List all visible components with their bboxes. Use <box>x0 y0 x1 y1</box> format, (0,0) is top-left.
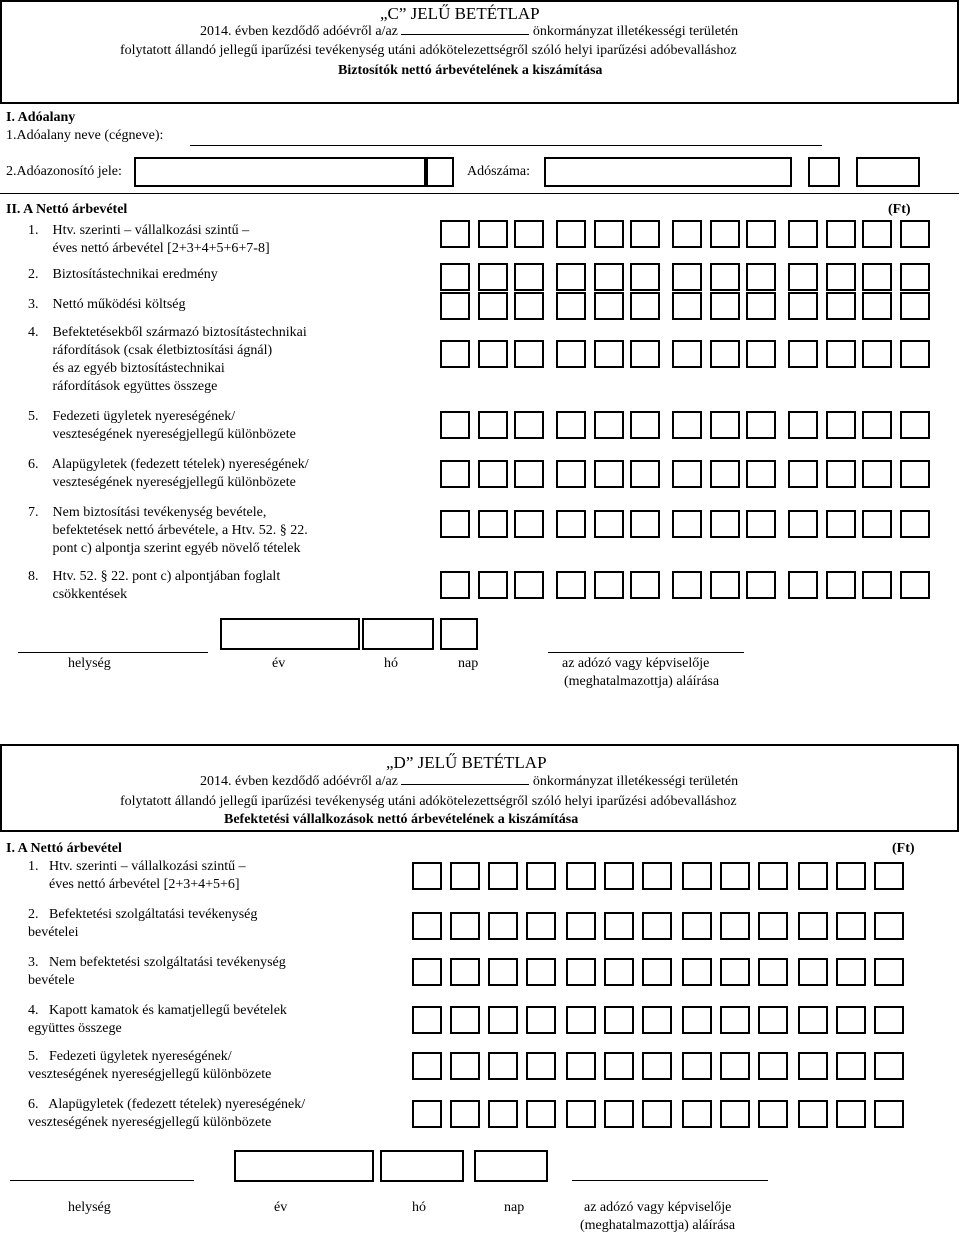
sheet-d-intro-line2: folytatott állandó jellegű iparűzési tevékenység utáni adókötelezettségről szóló helyi iparűzési adóbevalláshoz <box>120 794 737 809</box>
sheet-d-amount-digit-box[interactable] <box>566 1100 596 1128</box>
sheet-c-title: „C” JELŰ BETÉTLAP <box>380 4 540 23</box>
sheet-c-amount-digit-box[interactable] <box>594 340 624 368</box>
sheet-d-amount-digit-box[interactable] <box>604 1006 634 1034</box>
sheet-d-item-label-5 <box>28 1048 271 1084</box>
sheet-c-amount-digit-box[interactable] <box>556 411 586 439</box>
sheet-d-amount-digit-box[interactable] <box>450 862 480 890</box>
sheet-d-amount-digit-box[interactable] <box>720 862 750 890</box>
taxid-box[interactable] <box>424 157 454 187</box>
sheet-d-amount-digit-box[interactable] <box>412 1006 442 1034</box>
sheet-c-amount-digit-box[interactable] <box>672 263 702 291</box>
sheet-c-item-line: 8. Htv. 52. § 22. pont c) alpontjában foglalt <box>28 569 281 584</box>
sheet-c-year-label: év <box>272 656 286 671</box>
sheet-c-subtitle: Biztosítók nettó árbevételének a kiszámítása <box>338 63 603 78</box>
sheet-c-amount-digit-box[interactable] <box>900 510 930 538</box>
sheet-d-header-rule <box>0 830 959 832</box>
sheet-c-amount-digit-box[interactable] <box>900 571 930 599</box>
sheet-d-amount-digit-box[interactable] <box>682 1006 712 1034</box>
date-digit-box[interactable] <box>474 1150 548 1182</box>
sheet-c-item-label-6 <box>28 456 309 492</box>
sheet-c-amount-digit-box[interactable] <box>862 411 892 439</box>
sheet-c-amount-digit-box[interactable] <box>672 411 702 439</box>
sheet-c-item-line: és az egyéb biztosítástechnikai <box>28 361 225 376</box>
sheet-c-item-label-5 <box>28 408 296 444</box>
sheet-d-amount-digit-box[interactable] <box>720 912 750 940</box>
sheet-d-amount-digit-box[interactable] <box>836 1100 866 1128</box>
sheet-c-left-border <box>0 0 2 102</box>
sheet-d-title: „D” JELŰ BETÉTLAP <box>386 753 547 772</box>
sheet-d-amount-digit-box[interactable] <box>758 958 788 986</box>
sheet-d-signer-line2: (meghatalmazottja) aláírása <box>580 1218 736 1233</box>
sheet-d-amount-digit-box[interactable] <box>874 862 904 890</box>
sheet-d-amount-digit-box[interactable] <box>604 862 634 890</box>
sheet-c-signer-line1: az adózó vagy képviselője <box>562 656 710 671</box>
sheet-c-amount-digit-box[interactable] <box>440 460 470 488</box>
sheet-d-amount-digit-box[interactable] <box>874 1006 904 1034</box>
sheet-d-item-line: 1. Htv. szerinti – vállalkozási szintű – <box>28 859 246 874</box>
sheet-c-amount-digit-box[interactable] <box>788 571 818 599</box>
sheet-d-place-line[interactable] <box>10 1180 194 1181</box>
sheet-d-amount-digit-box[interactable] <box>526 1100 556 1128</box>
sheet-d-item-line: bevétele <box>28 973 75 988</box>
sheet-d-amount-digit-box[interactable] <box>566 958 596 986</box>
sheet-c-item-label-8 <box>28 568 280 604</box>
sheet-c-right-border <box>957 0 959 102</box>
sheet-c-day-label: nap <box>458 656 479 671</box>
sheet-c-amount-digit-box[interactable] <box>746 292 776 320</box>
sheet-d-item-line: veszteségének nyereségjellegű különbözete <box>28 1067 272 1082</box>
sheet-c-item-label-1 <box>28 222 270 258</box>
sheet-d-item-line: 6. Alapügyletek (fedezett tételek) nyereségének/ <box>28 1097 306 1112</box>
sheet-c-amount-digit-box[interactable] <box>826 263 856 291</box>
sheet-d-section-1-title: I. A Nettó árbevétel <box>6 841 122 856</box>
sheet-d-amount-digit-box[interactable] <box>488 912 518 940</box>
sheet-d-amount-digit-box[interactable] <box>412 958 442 986</box>
sheet-d-amount-digit-box[interactable] <box>682 958 712 986</box>
sheet-d-item-label-3 <box>28 954 286 990</box>
sheet-d-amount-digit-box[interactable] <box>566 912 596 940</box>
sheet-c-item-line: befektetések nettó árbevétele, a Htv. 52. § 22. <box>28 523 308 538</box>
sheet-c-amount-digit-box[interactable] <box>710 220 740 248</box>
sheet-c-amount-digit-box[interactable] <box>746 340 776 368</box>
sheet-d-amount-digit-box[interactable] <box>874 912 904 940</box>
sheet-c-amount-digit-box[interactable] <box>826 411 856 439</box>
sheet-d-amount-digit-box[interactable] <box>682 912 712 940</box>
sheet-c-taxnumber-label: Adószáma: <box>467 164 530 179</box>
sheet-c-item-line: 5. Fedezeti ügyletek nyereségének/ <box>28 409 236 424</box>
sheet-d-amount-digit-box[interactable] <box>526 1006 556 1034</box>
sheet-c-item-line: éves nettó árbevétel [2+3+4+5+6+7-8] <box>28 241 270 256</box>
sheet-d-day-label: nap <box>504 1200 525 1215</box>
sheet-c-amount-digit-box[interactable] <box>630 220 660 248</box>
sheet-c-amount-digit-box[interactable] <box>630 411 660 439</box>
sheet-c-signature-line[interactable] <box>548 652 744 653</box>
sheet-c-amount-digit-box[interactable] <box>862 571 892 599</box>
sheet-c-intro <box>200 24 738 40</box>
sheet-c-amount-digit-box[interactable] <box>710 263 740 291</box>
sheet-c-amount-digit-box[interactable] <box>556 571 586 599</box>
sheet-d-signature-line[interactable] <box>572 1180 768 1181</box>
sheet-d-amount-digit-box[interactable] <box>450 1006 480 1034</box>
sheet-c-amount-digit-box[interactable] <box>630 292 660 320</box>
sheet-c-amount-digit-box[interactable] <box>710 340 740 368</box>
sheet-d-item-line: 2. Befektetési szolgáltatási tevékenység <box>28 907 258 922</box>
sheet-c-amount-digit-box[interactable] <box>594 411 624 439</box>
sheet-d-amount-digit-box[interactable] <box>412 1100 442 1128</box>
sheet-c-amount-digit-box[interactable] <box>900 460 930 488</box>
sheet-c-amount-digit-box[interactable] <box>478 460 508 488</box>
sheet-d-amount-digit-box[interactable] <box>642 1100 672 1128</box>
sheet-c-amount-digit-box[interactable] <box>478 340 508 368</box>
sheet-c-unit: (Ft) <box>888 202 911 217</box>
sheet-d-intro-right: önkormányzat illetékességi területén <box>532 774 739 789</box>
sheet-c-amount-digit-box[interactable] <box>826 292 856 320</box>
sheet-d-amount-digit-box[interactable] <box>604 912 634 940</box>
sheet-c-amount-digit-box[interactable] <box>788 411 818 439</box>
sheet-c-amount-digit-box[interactable] <box>900 220 930 248</box>
sheet-c-name-label: 1.Adóalany neve (cégneve): <box>6 128 164 143</box>
sheet-c-amount-digit-box[interactable] <box>788 340 818 368</box>
sheet-c-amount-digit-box[interactable] <box>672 292 702 320</box>
sheet-c-section-1-title: I. Adóalany <box>6 110 76 125</box>
sheet-d-item-line: együttes összege <box>28 1021 122 1036</box>
sheet-d-amount-digit-box[interactable] <box>798 958 828 986</box>
sheet-c-amount-digit-box[interactable] <box>514 411 544 439</box>
sheet-c-amount-digit-box[interactable] <box>440 220 470 248</box>
sheet-c-amount-digit-box[interactable] <box>710 460 740 488</box>
sheet-c-amount-digit-box[interactable] <box>746 220 776 248</box>
sheet-c-item-label-3 <box>28 296 186 314</box>
sheet-c-amount-digit-box[interactable] <box>788 510 818 538</box>
sheet-d-item-line: 3. Nem befektetési szolgáltatási tevékenység <box>28 955 286 970</box>
sheet-d-item-label-2 <box>28 906 257 942</box>
sheet-c-item-line: pont c) alpontja szerint egyéb növelő tételek <box>28 541 301 556</box>
sheet-c-amount-digit-box[interactable] <box>478 292 508 320</box>
sheet-d-municipality-field[interactable] <box>401 784 529 785</box>
sheet-d-amount-digit-box[interactable] <box>720 1006 750 1034</box>
sheet-d-year-label: év <box>274 1200 288 1215</box>
sheet-d-amount-digit-box[interactable] <box>642 862 672 890</box>
sheet-d-amount-digit-box[interactable] <box>488 1006 518 1034</box>
sheet-c-amount-digit-box[interactable] <box>900 340 930 368</box>
sheet-d-amount-digit-box[interactable] <box>488 958 518 986</box>
sheet-d-amount-digit-box[interactable] <box>758 912 788 940</box>
taxnumber-box[interactable] <box>544 157 792 187</box>
sheet-c-amount-digit-box[interactable] <box>556 292 586 320</box>
sheet-c-name-field[interactable] <box>190 145 822 146</box>
sheet-c-amount-digit-box[interactable] <box>630 460 660 488</box>
sheet-c-amount-digit-box[interactable] <box>556 340 586 368</box>
sheet-d-amount-digit-box[interactable] <box>642 958 672 986</box>
sheet-c-header-rule <box>0 102 959 104</box>
date-digit-box[interactable] <box>234 1150 374 1182</box>
sheet-d-amount-digit-box[interactable] <box>566 1052 596 1080</box>
sheet-d-amount-digit-box[interactable] <box>682 1100 712 1128</box>
sheet-d-amount-digit-box[interactable] <box>758 1006 788 1034</box>
sheet-d-amount-digit-box[interactable] <box>758 1052 788 1080</box>
sheet-d-amount-digit-box[interactable] <box>642 912 672 940</box>
sheet-c-intro-right: önkormányzat illetékességi területén <box>532 24 739 39</box>
sheet-d-amount-digit-box[interactable] <box>642 1052 672 1080</box>
sheet-d-top-border <box>0 744 959 746</box>
sheet-d-intro <box>200 774 738 790</box>
sheet-d-amount-digit-box[interactable] <box>450 1052 480 1080</box>
date-digit-box[interactable] <box>440 618 478 650</box>
sheet-c-intro-line2: folytatott állandó jellegű iparűzési tevékenység utáni adókötelezettségről szóló helyi iparűzési adóbevalláshoz <box>120 43 737 58</box>
sheet-c-amount-digit-box[interactable] <box>594 292 624 320</box>
sheet-c-amount-digit-box[interactable] <box>594 460 624 488</box>
sheet-c-amount-digit-box[interactable] <box>630 510 660 538</box>
sheet-c-amount-digit-box[interactable] <box>788 263 818 291</box>
sheet-c-amount-digit-box[interactable] <box>788 292 818 320</box>
sheet-c-amount-digit-box[interactable] <box>478 510 508 538</box>
sheet-c-amount-digit-box[interactable] <box>900 411 930 439</box>
sheet-c-municipality-field[interactable] <box>401 34 529 35</box>
sheet-c-item-label-7 <box>28 504 308 558</box>
date-digit-box[interactable] <box>380 1150 464 1182</box>
sheet-d-amount-digit-box[interactable] <box>488 1100 518 1128</box>
sheet-d-signer-line1: az adózó vagy képviselője <box>584 1200 732 1215</box>
sheet-d-amount-digit-box[interactable] <box>450 1100 480 1128</box>
sheet-c-amount-digit-box[interactable] <box>710 411 740 439</box>
sheet-c-place-line[interactable] <box>18 652 208 653</box>
sheet-c-amount-digit-box[interactable] <box>440 411 470 439</box>
sheet-c-amount-digit-box[interactable] <box>556 460 586 488</box>
sheet-d-amount-digit-box[interactable] <box>682 862 712 890</box>
sheet-d-intro-left: 2014. évben kezdődő adóévről a/az <box>200 774 398 789</box>
sheet-c-amount-digit-box[interactable] <box>788 460 818 488</box>
sheet-d-amount-digit-box[interactable] <box>836 1006 866 1034</box>
sheet-c-amount-digit-box[interactable] <box>862 263 892 291</box>
sheet-c-amount-digit-box[interactable] <box>514 292 544 320</box>
sheet-c-amount-digit-box[interactable] <box>514 460 544 488</box>
sheet-d-left-border <box>0 744 2 830</box>
sheet-d-amount-digit-box[interactable] <box>874 1052 904 1080</box>
taxnumber-box[interactable] <box>856 157 920 187</box>
sheet-c-amount-digit-box[interactable] <box>710 292 740 320</box>
sheet-d-amount-digit-box[interactable] <box>604 958 634 986</box>
sheet-c-amount-digit-box[interactable] <box>478 411 508 439</box>
sheet-c-amount-digit-box[interactable] <box>630 340 660 368</box>
sheet-d-item-line: 5. Fedezeti ügyletek nyereségének/ <box>28 1049 232 1064</box>
sheet-d-amount-digit-box[interactable] <box>488 1052 518 1080</box>
sheet-c-amount-digit-box[interactable] <box>826 571 856 599</box>
sheet-d-item-line: bevételei <box>28 925 79 940</box>
sheet-c-item-line: 6. Alapügyletek (fedezett tételek) nyereségének/ <box>28 457 309 472</box>
sheet-c-amount-digit-box[interactable] <box>594 510 624 538</box>
sheet-d-amount-digit-box[interactable] <box>682 1052 712 1080</box>
sheet-d-amount-digit-box[interactable] <box>412 912 442 940</box>
sheet-c-amount-digit-box[interactable] <box>630 263 660 291</box>
taxnumber-box[interactable] <box>808 157 840 187</box>
sheet-d-amount-digit-box[interactable] <box>642 1006 672 1034</box>
sheet-c-amount-digit-box[interactable] <box>746 510 776 538</box>
sheet-c-amount-digit-box[interactable] <box>672 460 702 488</box>
sheet-d-unit: (Ft) <box>892 841 915 856</box>
sheet-d-amount-digit-box[interactable] <box>836 862 866 890</box>
sheet-d-amount-digit-box[interactable] <box>488 862 518 890</box>
sheet-d-amount-digit-box[interactable] <box>526 912 556 940</box>
sheet-c-amount-digit-box[interactable] <box>440 263 470 291</box>
sheet-c-item-line: csökkentések <box>28 587 128 602</box>
sheet-c-item-line: 2. Biztosítástechnikai eredmény <box>28 267 218 282</box>
sheet-d-item-line: veszteségének nyereségjellegű különbözete <box>28 1115 272 1130</box>
sheet-c-amount-digit-box[interactable] <box>710 571 740 599</box>
sheet-c-item-line: veszteségének nyereségjellegű különbözete <box>28 475 296 490</box>
sheet-c-amount-digit-box[interactable] <box>862 220 892 248</box>
sheet-d-amount-digit-box[interactable] <box>798 912 828 940</box>
sheet-d-amount-digit-box[interactable] <box>566 862 596 890</box>
sheet-c-amount-digit-box[interactable] <box>594 571 624 599</box>
sheet-d-amount-digit-box[interactable] <box>836 912 866 940</box>
sheet-c-item-line: 4. Befektetésekből származó biztosítástechnikai <box>28 325 307 340</box>
sheet-c-amount-digit-box[interactable] <box>440 292 470 320</box>
sheet-c-frame <box>0 0 958 2</box>
sheet-c-amount-digit-box[interactable] <box>826 460 856 488</box>
sheet-c-amount-digit-box[interactable] <box>746 411 776 439</box>
sheet-c-section-rule <box>0 193 959 194</box>
sheet-c-amount-digit-box[interactable] <box>514 340 544 368</box>
sheet-c-item-line: 1. Htv. szerinti – vállalkozási szintű – <box>28 223 250 238</box>
sheet-d-amount-digit-box[interactable] <box>526 1052 556 1080</box>
sheet-c-amount-digit-box[interactable] <box>826 340 856 368</box>
sheet-d-amount-digit-box[interactable] <box>412 1052 442 1080</box>
sheet-d-amount-digit-box[interactable] <box>758 1100 788 1128</box>
sheet-c-section-2-title: II. A Nettó árbevétel <box>6 202 128 217</box>
sheet-d-amount-digit-box[interactable] <box>526 862 556 890</box>
sheet-c-amount-digit-box[interactable] <box>630 571 660 599</box>
sheet-c-amount-digit-box[interactable] <box>862 292 892 320</box>
sheet-c-item-line: 3. Nettó működési költség <box>28 297 186 312</box>
sheet-c-month-label: hó <box>384 656 398 671</box>
sheet-c-amount-digit-box[interactable] <box>594 220 624 248</box>
sheet-d-amount-digit-box[interactable] <box>720 1100 750 1128</box>
sheet-c-amount-digit-box[interactable] <box>900 263 930 291</box>
sheet-d-amount-digit-box[interactable] <box>798 1052 828 1080</box>
sheet-c-amount-digit-box[interactable] <box>746 263 776 291</box>
sheet-d-amount-digit-box[interactable] <box>798 1100 828 1128</box>
sheet-c-amount-digit-box[interactable] <box>478 220 508 248</box>
sheet-d-amount-digit-box[interactable] <box>720 958 750 986</box>
sheet-d-item-line: éves nettó árbevétel [2+3+4+5+6] <box>28 877 240 892</box>
sheet-c-amount-digit-box[interactable] <box>710 510 740 538</box>
sheet-d-amount-digit-box[interactable] <box>720 1052 750 1080</box>
sheet-c-amount-digit-box[interactable] <box>594 263 624 291</box>
sheet-c-amount-digit-box[interactable] <box>556 510 586 538</box>
sheet-c-amount-digit-box[interactable] <box>440 340 470 368</box>
sheet-d-amount-digit-box[interactable] <box>836 958 866 986</box>
sheet-c-amount-digit-box[interactable] <box>440 571 470 599</box>
sheet-d-amount-digit-box[interactable] <box>798 1006 828 1034</box>
sheet-c-amount-digit-box[interactable] <box>672 571 702 599</box>
sheet-c-item-line: veszteségének nyereségjellegű különbözete <box>28 427 296 442</box>
sheet-d-item-label-4 <box>28 1002 287 1038</box>
sheet-c-amount-digit-box[interactable] <box>862 340 892 368</box>
sheet-d-amount-digit-box[interactable] <box>526 958 556 986</box>
sheet-c-amount-digit-box[interactable] <box>746 460 776 488</box>
sheet-c-amount-digit-box[interactable] <box>900 292 930 320</box>
date-digit-box[interactable] <box>362 618 434 650</box>
sheet-c-amount-digit-box[interactable] <box>826 510 856 538</box>
sheet-c-amount-digit-box[interactable] <box>746 571 776 599</box>
sheet-c-amount-digit-box[interactable] <box>788 220 818 248</box>
sheet-d-month-label: hó <box>412 1200 426 1215</box>
date-digit-box[interactable] <box>220 618 360 650</box>
sheet-c-signer-line2: (meghatalmazottja) aláírása <box>564 674 720 689</box>
sheet-c-amount-digit-box[interactable] <box>556 263 586 291</box>
sheet-d-item-line: 4. Kapott kamatok és kamatjellegű bevételek <box>28 1003 287 1018</box>
sheet-c-intro-left: 2014. évben kezdődő adóévről a/az <box>200 24 398 39</box>
sheet-d-amount-digit-box[interactable] <box>798 862 828 890</box>
sheet-c-amount-digit-box[interactable] <box>672 340 702 368</box>
sheet-c-item-label-2 <box>28 266 218 284</box>
sheet-c-taxid-label: 2.Adóazonosító jele: <box>6 164 122 179</box>
sheet-c-item-line: ráfordítások (csak életbiztosítási ágnál) <box>28 343 273 358</box>
sheet-c-amount-digit-box[interactable] <box>514 571 544 599</box>
sheet-c-amount-digit-box[interactable] <box>514 510 544 538</box>
sheet-d-amount-digit-box[interactable] <box>604 1052 634 1080</box>
sheet-d-amount-digit-box[interactable] <box>604 1100 634 1128</box>
sheet-c-item-line: ráfordítások együttes összege <box>28 379 218 394</box>
sheet-c-amount-digit-box[interactable] <box>672 510 702 538</box>
sheet-d-amount-digit-box[interactable] <box>758 862 788 890</box>
sheet-d-amount-digit-box[interactable] <box>566 1006 596 1034</box>
sheet-c-amount-digit-box[interactable] <box>826 220 856 248</box>
sheet-c-amount-digit-box[interactable] <box>862 460 892 488</box>
sheet-c-place-label: helység <box>68 656 111 671</box>
sheet-c-amount-digit-box[interactable] <box>478 263 508 291</box>
sheet-c-amount-digit-box[interactable] <box>514 263 544 291</box>
sheet-d-amount-digit-box[interactable] <box>412 862 442 890</box>
sheet-d-item-label-6 <box>28 1096 305 1132</box>
sheet-c-item-line: 7. Nem biztosítási tevékenység bevétele, <box>28 505 267 520</box>
sheet-c-amount-digit-box[interactable] <box>862 510 892 538</box>
sheet-c-amount-digit-box[interactable] <box>514 220 544 248</box>
taxid-box[interactable] <box>134 157 428 187</box>
sheet-d-right-border <box>957 744 959 830</box>
sheet-d-place-label: helység <box>68 1200 111 1215</box>
sheet-d-subtitle: Befektetési vállalkozások nettó árbevételének a kiszámítása <box>224 812 579 827</box>
sheet-c-amount-digit-box[interactable] <box>478 571 508 599</box>
sheet-d-amount-digit-box[interactable] <box>874 1100 904 1128</box>
sheet-c-item-label-4 <box>28 324 307 396</box>
sheet-c-amount-digit-box[interactable] <box>556 220 586 248</box>
sheet-d-amount-digit-box[interactable] <box>874 958 904 986</box>
sheet-d-amount-digit-box[interactable] <box>450 912 480 940</box>
sheet-d-amount-digit-box[interactable] <box>450 958 480 986</box>
sheet-d-amount-digit-box[interactable] <box>836 1052 866 1080</box>
sheet-c-amount-digit-box[interactable] <box>440 510 470 538</box>
sheet-d-item-label-1 <box>28 858 246 894</box>
sheet-c-amount-digit-box[interactable] <box>672 220 702 248</box>
